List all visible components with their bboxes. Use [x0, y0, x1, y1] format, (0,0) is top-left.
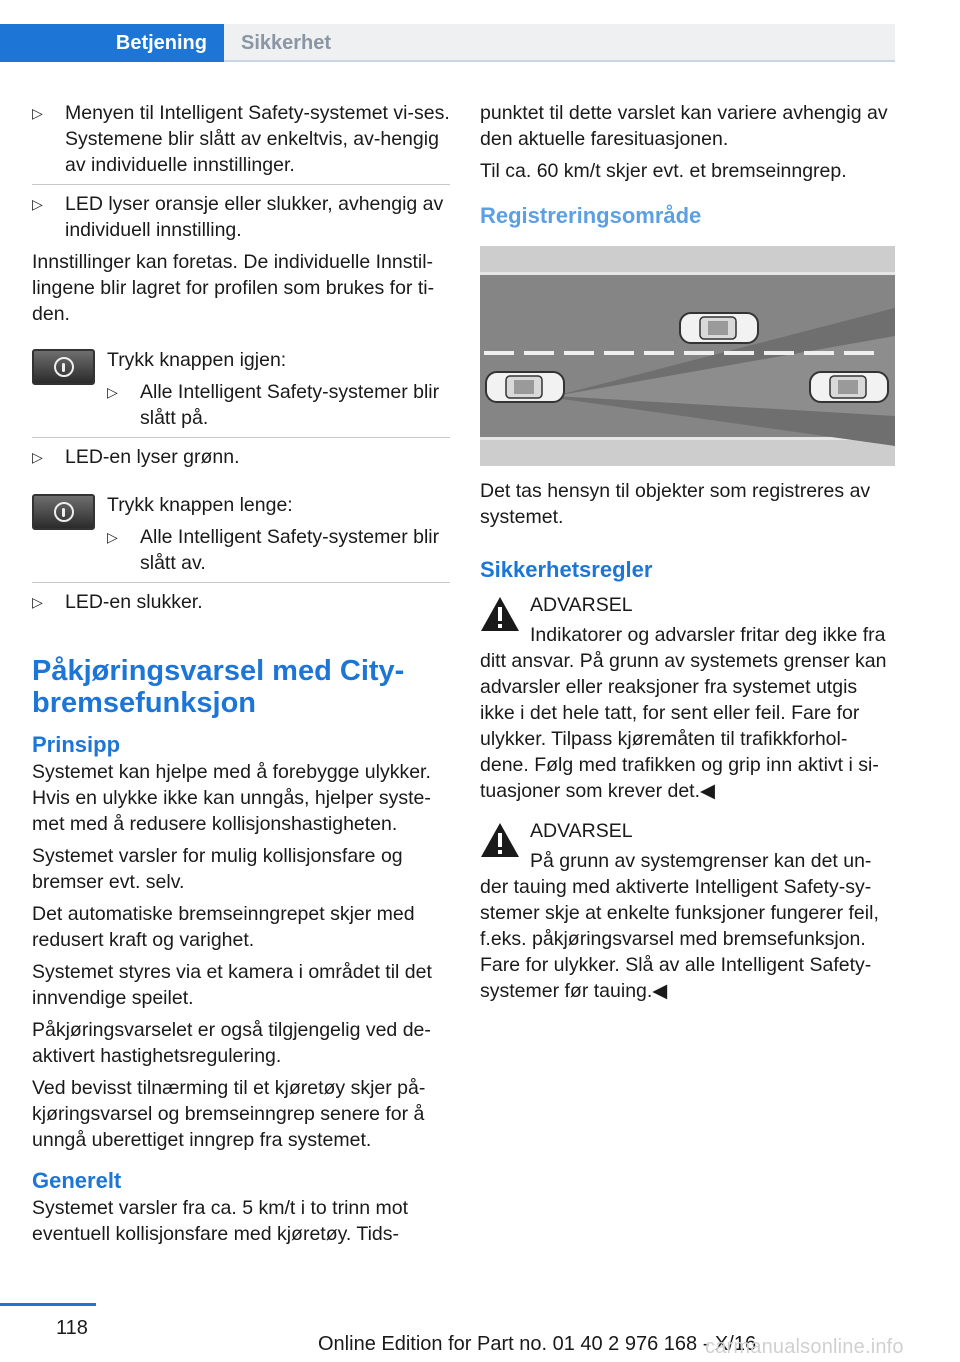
warning-block: ADVARSEL Indikatorer og advarsler fritar deg ikke fra ditt ansvar. På grunn av systemets grenser kan advarsler eller reaksjoner fra systemet utgis ikke i det hele tatt, for sent eller feil. Fare for ulykker. Tilpass kjøremåten til trafikkforhol-dene. Følg med trafikken og grip inn aktivt i si-tuasjoner som krever det.◀ [480, 592, 896, 804]
list-item: ▷ Menyen til Intelligent Safety-systemet vi-ses. Systemene blir slått av enkeltvis, av-hengig av individuelle innstillinger. [32, 102, 450, 176]
car-front-icon [810, 372, 888, 402]
paragraph: Påkjøringsvarselet er også tilgjengelig ved de-aktivert hastighetsregulering. [32, 1019, 431, 1067]
list-item: ▷ Alle Intelligent Safety-systemer blir slått av. [107, 526, 440, 574]
paragraph: Systemet varsler for mulig kollisjonsfare og bremser evt. selv. [32, 845, 403, 893]
paragraph: Innstillinger kan foretas. De individuelle Innstil-lingene blir lagret for profilen som brukes for ti-den. [32, 251, 435, 325]
intelligent-safety-button-icon [32, 494, 95, 530]
page-header [0, 0, 960, 62]
bullet-arrow-icon: ▷ [32, 196, 43, 212]
divider [32, 184, 450, 185]
warning-triangle-icon [480, 596, 520, 632]
section-title: Påkjøringsvarsel med City-bremsefunksjon [32, 655, 405, 719]
warning-label: ADVARSEL [530, 594, 633, 616]
footer-accent-line [0, 1303, 96, 1306]
button-instruction: Trykk knappen igjen: ▷ Alle Intelligent Safety-systemer blir slått på. [32, 347, 450, 431]
edition-text: Online Edition for Part no. 01 40 2 976 168 - X/16 [318, 1333, 757, 1355]
subsection-title: Registreringsområde [480, 203, 702, 228]
bullet-arrow-icon: ▷ [32, 105, 43, 121]
divider [32, 437, 450, 438]
subsection-title: Prinsipp [32, 732, 121, 757]
watermark: carmanualsonline.info [705, 1336, 904, 1358]
button-instruction: Trykk knappen lenge: ▷ Alle Intelligent Safety-systemer blir slått av. [32, 492, 450, 576]
header-divider [224, 60, 895, 62]
paragraph: punktet til dette varslet kan variere avhengig av den aktuelle faresituasjonen. [480, 102, 888, 150]
car-ahead-icon [680, 313, 758, 343]
subsection-title: Sikkerhetsregler [480, 557, 653, 582]
paragraph: Systemet kan hjelpe med å forebygge ulykker. Hvis en ulykke ikke kan unngås, hjelper syste-met med å redusere kollisjonshastigheten. [32, 761, 431, 835]
paragraph: Til ca. 60 km/t skjer evt. et bremseinngrep. [480, 160, 847, 182]
list-item: ▷ LED-en lyser grønn. [32, 446, 240, 468]
tab-sikkerhet[interactable]: Sikkerhet [224, 24, 895, 62]
list-item: ▷ Alle Intelligent Safety-systemer blir slått på. [107, 381, 440, 429]
left-column [32, 100, 450, 1253]
paragraph: Det automatiske bremseinngrepet skjer med redusert kraft og varighet. [32, 903, 415, 951]
bullet-arrow-icon: ▷ [32, 449, 43, 465]
warning-block: ADVARSEL På grunn av systemgrenser kan det un- der tauing med aktiverte Intelligent Safety-sy-stemer skje at enkelte funksjoner fungerer feil, f.eks. påkjøringsvarsel med bremsefunksjon. Fare for ulykker. Slå av alle Intelligent Safety-systemer før tauing.◀ [480, 818, 896, 1004]
bullet-arrow-icon: ▷ [107, 529, 118, 545]
list-item: ▷ LED-en slukker. [32, 591, 203, 613]
bullet-arrow-icon: ▷ [32, 594, 43, 610]
road-diagram [480, 246, 895, 466]
paragraph: Det tas hensyn til objekter som registreres av systemet. [480, 480, 871, 528]
paragraph: Ved bevisst tilnærming til et kjøretøy skjer på-kjøringsvarsel og bremseinngrep senere for å unngå uberettiget inngrep fra systemet. [32, 1077, 426, 1151]
divider [32, 582, 450, 583]
tab-betjening[interactable]: Betjening [0, 24, 224, 62]
own-car-icon [486, 372, 564, 402]
intelligent-safety-button-icon [32, 349, 95, 385]
paragraph: Systemet varsler fra ca. 5 km/t i to trinn mot eventuell kollisjonsfare med kjøretøy. Tids- [32, 1197, 409, 1245]
warning-triangle-icon [480, 822, 520, 858]
subsection-title: Generelt [32, 1168, 122, 1193]
page-number: 118 [56, 1317, 88, 1339]
right-column [480, 100, 896, 1010]
warning-label: ADVARSEL [530, 820, 633, 842]
detection-area-illustration [480, 246, 895, 466]
list-item: ▷ LED lyser oransje eller slukker, avhengig av individuell innstilling. [32, 193, 444, 241]
bullet-arrow-icon: ▷ [107, 384, 118, 400]
paragraph: Systemet styres via et kamera i området til det innvendige speilet. [32, 961, 432, 1009]
